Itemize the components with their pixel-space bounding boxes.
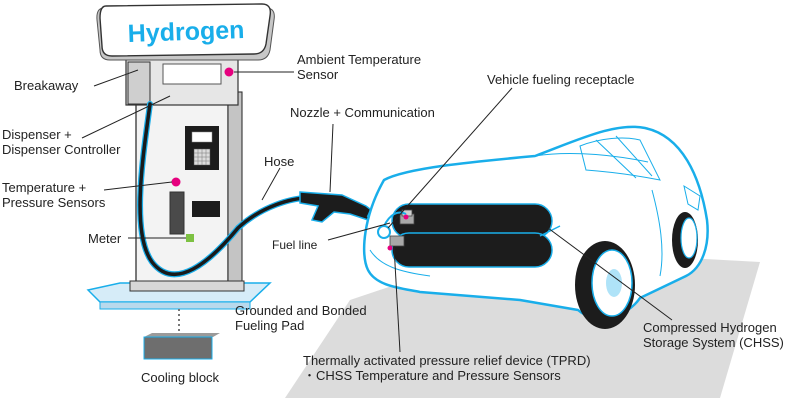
fueling-pad-front (100, 302, 250, 309)
ambient-temperature-sensor (225, 68, 234, 77)
leader-hose (262, 168, 280, 200)
label-dispenser-line2: Dispenser Controller (2, 142, 121, 157)
label-meter-text: Meter (88, 231, 122, 246)
label-chss-line1: Compressed Hydrogen (643, 320, 777, 335)
label-fuel-line-text: Fuel line (272, 238, 318, 252)
label-dispenser-line1: Dispenser + (2, 127, 72, 142)
nozzle (300, 192, 374, 222)
pump-slot (170, 192, 184, 234)
label-nozzle (290, 105, 435, 120)
label-chss (643, 320, 784, 350)
tank-valve-lower (390, 236, 404, 246)
label-ambient-line2: Sensor (297, 67, 339, 82)
label-ambient-line1: Ambient Temperature (297, 52, 422, 67)
panel-display (192, 132, 212, 142)
tprd-indicator-upper (404, 215, 409, 220)
cooling-block (144, 333, 220, 337)
meter-indicator (186, 234, 194, 242)
label-hose (264, 154, 294, 169)
dispenser-base (130, 281, 244, 291)
label-pad-line1: Grounded and Bonded (235, 303, 367, 318)
front-wheel (681, 218, 697, 258)
label-fueling-pad (235, 303, 367, 333)
tprd-indicator-lower (388, 246, 393, 251)
label-receptacle-text: Vehicle fueling receptacle (487, 72, 635, 87)
cooling-block-front (144, 337, 212, 359)
label-dispenser (2, 127, 121, 157)
breakaway-box (128, 62, 150, 104)
label-tprd-line2: ・CHSS Temperature and Pressure Sensors (303, 368, 561, 383)
label-pad-line2: Fueling Pad (235, 318, 305, 333)
hydrogen-tank-lower (392, 233, 552, 267)
label-receptacle (487, 72, 634, 87)
label-cooling-text: Cooling block (141, 370, 220, 385)
label-temperature-sensors (2, 180, 105, 210)
label-meter (88, 231, 121, 246)
label-breakaway-text: Breakaway (14, 78, 79, 93)
price-display (192, 201, 220, 217)
label-temp-line1: Temperature + (2, 180, 87, 195)
hydrogen-sign-text: Hydrogen (127, 15, 245, 49)
label-temp-line2: Pressure Sensors (2, 195, 106, 210)
leader-nozzle (330, 124, 333, 192)
label-tprd-line1: Thermally activated pressure relief device (TPRD) (303, 353, 591, 368)
dispenser-side (228, 92, 242, 283)
label-chss-line2: Storage System (CHSS) (643, 335, 784, 350)
label-hose-text: Hose (264, 154, 295, 169)
label-tprd (303, 353, 591, 383)
label-nozzle-text: Nozzle + Communication (290, 105, 435, 120)
temperature-pressure-sensor (172, 178, 181, 187)
dispenser-top-window (163, 64, 221, 84)
label-breakaway (14, 78, 78, 93)
label-fuel-line (272, 238, 317, 253)
label-cooling-block (141, 370, 219, 385)
label-ambient-sensor (297, 52, 421, 82)
